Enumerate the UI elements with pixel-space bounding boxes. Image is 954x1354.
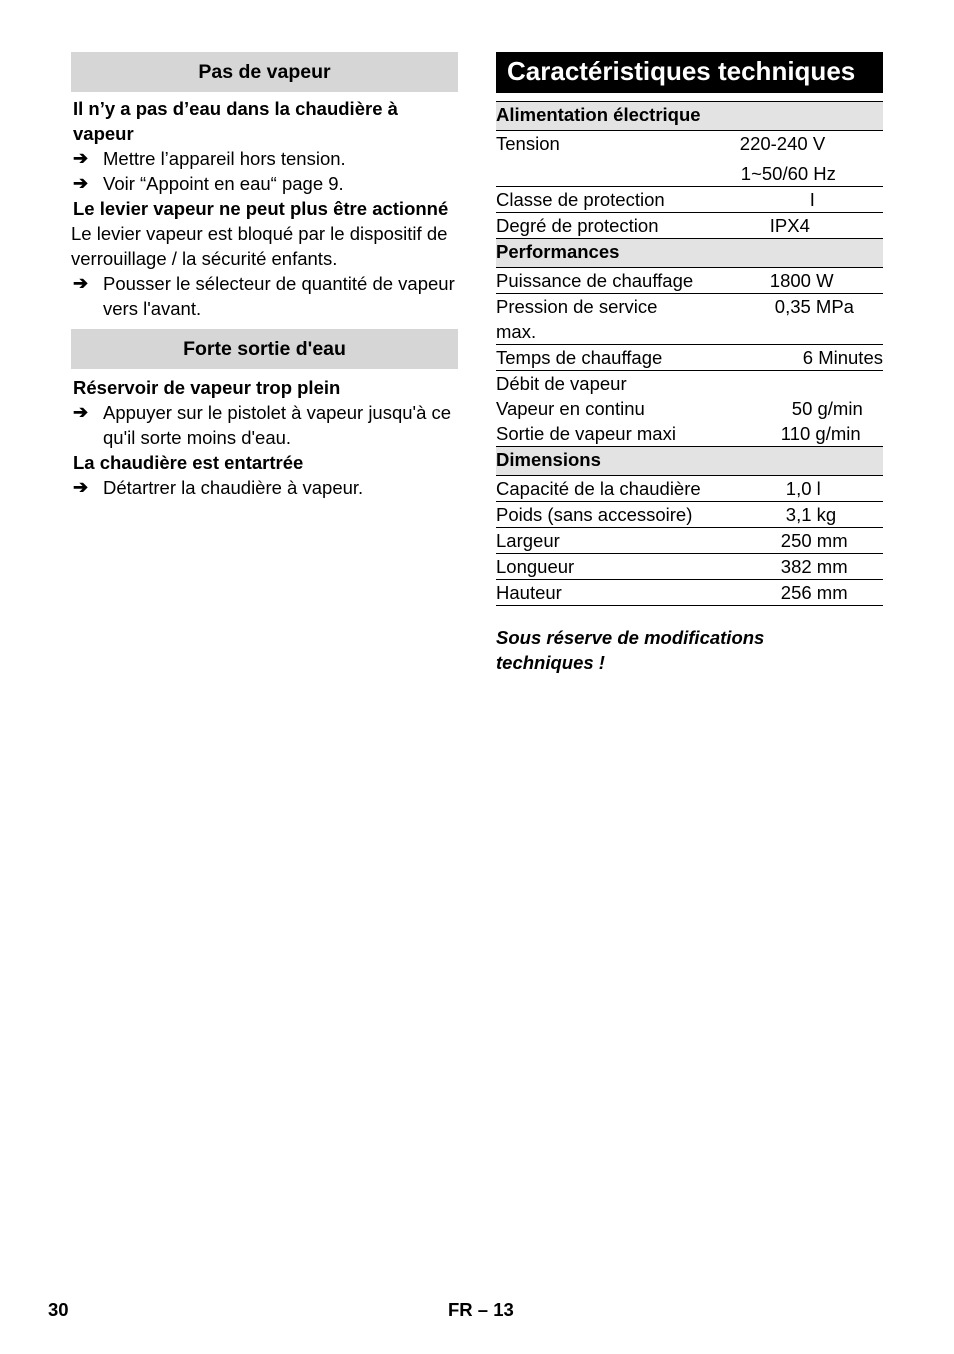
paragraph-lever-locked: Le levier vapeur est bloqué par le dispositif de verrouillage / la sécurité enfants.: [71, 223, 448, 269]
arrow-icon: ➔: [73, 148, 89, 168]
step-descale: ➔ Détartrer la chaudière à vapeur.: [73, 477, 364, 498]
left-column: [71, 52, 458, 500]
step-switch-off: ➔ Mettre l’appareil hors tension.: [73, 148, 346, 169]
table-row: Vapeur en continu 50 g/min: [496, 398, 863, 419]
group-power: Alimentation électrique: [496, 102, 883, 131]
table-row: Classe de protection I: [496, 187, 883, 213]
heading-scaled-boiler: La chaudière est entartrée: [73, 452, 304, 473]
table-group-row: [496, 102, 883, 131]
step-press-gun: ➔ Appuyer sur le pistolet à vapeur jusqu'à ce qu'il sorte moins d'eau.: [73, 402, 452, 448]
table-group-row: [496, 447, 883, 476]
section-page-label: FR – 13: [448, 1299, 514, 1320]
table-row: Longueur 382 mm: [496, 554, 883, 580]
right-column: [496, 52, 883, 675]
arrow-icon: ➔: [73, 402, 89, 422]
table-row: Sortie de vapeur maxi 110 g/min: [496, 423, 861, 444]
specifications-table: [496, 101, 883, 606]
table-row: Puissance de chauffage 1800 W: [496, 268, 883, 294]
table-row: Degré de protection IPX4: [496, 213, 883, 239]
arrow-icon: ➔: [73, 273, 89, 293]
table-row: Poids (sans accessoire) 3,1 kg: [496, 502, 883, 528]
heading-no-water: Il n’y a pas d’eau dans la chaudière à vapeur: [73, 98, 398, 144]
group-dimensions: Dimensions: [496, 447, 883, 476]
arrow-icon: ➔: [73, 477, 89, 497]
heading-lever-blocked: Le levier vapeur ne peut plus être actionné: [73, 198, 449, 219]
table-row: Pression de service max. 0,35 MPa: [496, 294, 883, 345]
arrow-icon: ➔: [73, 173, 89, 193]
table-group-row: [496, 239, 883, 268]
table-row: Capacité de la chaudière 1,0 l: [496, 476, 883, 502]
step-see-refill: ➔ Voir “Appoint en eau“ page 9.: [73, 173, 344, 194]
page-number: 30: [48, 1299, 69, 1320]
heading-tank-overfull: Réservoir de vapeur trop plein: [73, 377, 341, 398]
group-performance: Performances: [496, 239, 883, 268]
section-title-water-output: Forte sortie d'eau: [71, 329, 458, 369]
page-title: Caractéristiques techniques: [496, 52, 883, 93]
table-row: Débit de vapeur: [496, 373, 627, 394]
section-title-no-steam: Pas de vapeur: [71, 52, 458, 92]
footnote: Sous réserve de modifications techniques !: [496, 627, 765, 673]
table-row: Temps de chauffage 6 Minutes: [496, 345, 883, 371]
table-row: Largeur 250 mm: [496, 528, 883, 554]
table-row: Tension 220-240 V 1~50/60 Hz: [496, 131, 883, 187]
step-push-selector: ➔ Pousser le sélecteur de quantité de vapeur vers l'avant.: [73, 273, 455, 319]
table-row: Hauteur 256 mm: [496, 580, 883, 606]
